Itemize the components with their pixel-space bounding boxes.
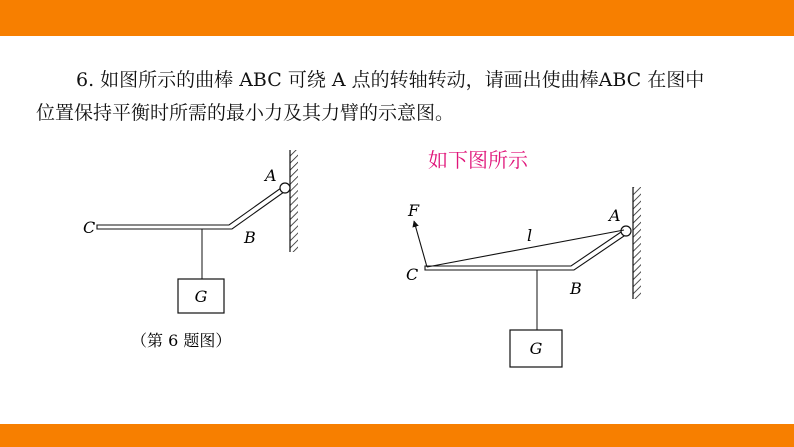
rod-right — [425, 230, 627, 270]
label-c-left: C — [83, 218, 96, 237]
pivot-right — [621, 226, 631, 236]
lever-arm-line — [427, 230, 624, 267]
wall-right — [633, 187, 641, 299]
bottom-accent-bar — [0, 424, 794, 447]
rod-left — [97, 188, 284, 229]
pivot-left — [280, 183, 290, 193]
label-g-right: G — [529, 339, 543, 358]
label-l: l — [527, 226, 533, 245]
figure-right — [406, 187, 641, 367]
label-b-left: B — [244, 228, 256, 247]
question-line-1: 6. 如图所示的曲棒 ABC 可绕 A 点的转轴转动，请画出使曲棒ABC 在图中 — [76, 69, 705, 91]
figure-left — [83, 150, 298, 350]
label-f: F — [408, 201, 420, 220]
answer-note: 如下图所示 — [428, 148, 528, 172]
figure-caption: （第 6 题图） — [131, 331, 232, 350]
force-arrow — [414, 221, 427, 267]
label-g-left: G — [194, 287, 208, 306]
label-a-right: A — [609, 206, 621, 225]
label-b-right: B — [570, 279, 582, 298]
wall-left — [290, 150, 298, 252]
question-line-2: 位置保持平衡时所需的最小力及其力臂的示意图。 — [36, 102, 455, 124]
label-a-left: A — [265, 166, 277, 185]
label-c-right: C — [406, 265, 419, 284]
